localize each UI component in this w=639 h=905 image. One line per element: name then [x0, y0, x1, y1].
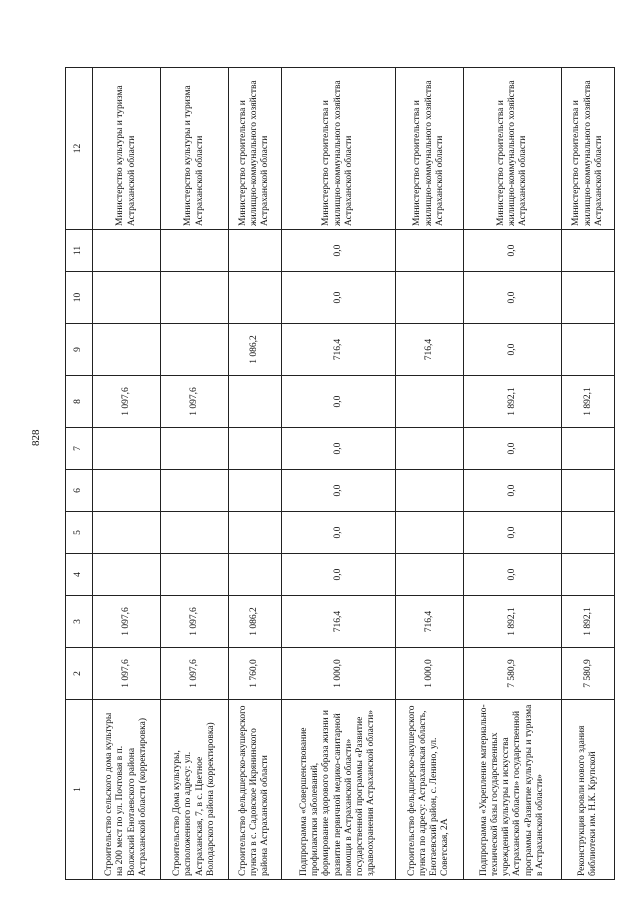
value-cell: 0,0	[281, 512, 395, 554]
responsible-cell: Министерство строительства и жилищно-коммунального хозяйства Астраханской области	[463, 68, 562, 230]
value-cell: 0,0	[281, 554, 395, 596]
value-cell	[161, 230, 229, 272]
value-cell	[562, 324, 615, 376]
value-cell: 1 892,1	[463, 596, 562, 648]
value-cell: 0,0	[281, 272, 395, 324]
value-cell	[93, 512, 161, 554]
row-description-cell: Строительство сельского дома культуры на 200 мест по ул. Почтовая в п. Волжский Енотаевского района Астраханской области (корректировка)	[93, 700, 161, 880]
column-header-3: 3	[66, 596, 93, 648]
value-cell	[93, 428, 161, 470]
responsible-cell: Министерство культуры и туризма Астраханской области	[161, 68, 229, 230]
rotated-table-wrapper	[65, 68, 615, 880]
value-cell: 1 097,6	[161, 648, 229, 700]
value-cell	[93, 324, 161, 376]
table-row	[562, 68, 615, 880]
value-cell: 1 086,2	[229, 596, 282, 648]
row-description-cell: Подпрограмма «Укрепление материально-технической базы государственных учреждений культуры и искусства Астраханской области» государственной программы «Развитие культуры и туризма в Астраханской области»	[463, 700, 562, 880]
value-cell	[229, 376, 282, 428]
table-row	[93, 68, 161, 880]
column-header-7: 7	[66, 428, 93, 470]
table-body	[93, 68, 615, 880]
responsible-cell: Министерство строительства и жилищно-коммунального хозяйства Астраханской области	[395, 68, 463, 230]
table-row	[281, 68, 395, 880]
row-description-cell: Строительство Дома культуры, расположенного по адресу: ул. Астраханская, 7, в с. Цветное Володарского района (корректировка)	[161, 700, 229, 880]
value-cell	[229, 512, 282, 554]
value-cell	[562, 428, 615, 470]
value-cell: 0,0	[463, 512, 562, 554]
value-cell	[395, 554, 463, 596]
value-cell	[395, 470, 463, 512]
value-cell	[562, 470, 615, 512]
column-header-1: 1	[66, 700, 93, 880]
value-cell: 0,0	[463, 230, 562, 272]
value-cell	[93, 272, 161, 324]
value-cell	[93, 230, 161, 272]
value-cell: 0,0	[463, 428, 562, 470]
value-cell: 1 000,0	[281, 648, 395, 700]
responsible-cell: Министерство строительства и жилищно-коммунального хозяйства Астраханской области	[281, 68, 395, 230]
value-cell: 1 086,2	[229, 324, 282, 376]
column-header-6: 6	[66, 470, 93, 512]
column-header-9: 9	[66, 324, 93, 376]
value-cell	[161, 428, 229, 470]
page-number: 828	[30, 429, 42, 446]
value-cell	[395, 428, 463, 470]
value-cell: 0,0	[281, 230, 395, 272]
value-cell: 1 892,1	[463, 376, 562, 428]
row-description-cell: Реконструкция кровли нового здания библиотеки им. Н.К. Крупской	[562, 700, 615, 880]
value-cell: 716,4	[395, 324, 463, 376]
value-cell	[229, 470, 282, 512]
responsible-cell: Министерство строительства и жилищно-коммунального хозяйства Астраханской области	[562, 68, 615, 230]
funding-table	[65, 67, 615, 880]
value-cell: 1 097,6	[93, 596, 161, 648]
value-cell	[562, 554, 615, 596]
value-cell	[229, 272, 282, 324]
value-cell: 0,0	[463, 554, 562, 596]
value-cell	[161, 554, 229, 596]
value-cell	[395, 230, 463, 272]
value-cell: 0,0	[463, 470, 562, 512]
value-cell: 0,0	[281, 428, 395, 470]
value-cell	[395, 512, 463, 554]
value-cell: 716,4	[281, 324, 395, 376]
table-row	[395, 68, 463, 880]
row-description-cell: Строительство фельдшерско-акушерского пункта по адресу: Астраханская область, Енотаевский район, с. Ленино, ул. Советская, 2А	[395, 700, 463, 880]
value-cell	[93, 554, 161, 596]
value-cell	[229, 428, 282, 470]
value-cell: 1 097,6	[93, 648, 161, 700]
value-cell: 1 097,6	[161, 376, 229, 428]
column-header-4: 4	[66, 554, 93, 596]
column-header-5: 5	[66, 512, 93, 554]
value-cell	[229, 230, 282, 272]
responsible-cell: Министерство строительства и жилищно-коммунального хозяйства Астраханской области	[229, 68, 282, 230]
value-cell	[562, 230, 615, 272]
value-cell	[161, 470, 229, 512]
value-cell: 1 097,6	[93, 376, 161, 428]
value-cell: 1 892,1	[562, 596, 615, 648]
value-cell: 1 892,1	[562, 376, 615, 428]
value-cell	[161, 272, 229, 324]
value-cell: 1 760,0	[229, 648, 282, 700]
value-cell: 0,0	[281, 376, 395, 428]
value-cell: 7 580,9	[562, 648, 615, 700]
row-description-cell: Подпрограмма «Совершенствование профилактики заболеваний, формирование здорового образа жизни и развитие первичной медико-санитарной помощи в Астраханской области» государственной программы «Развитие здравоохранения Астраханской области»	[281, 700, 395, 880]
row-description-cell: Строительство фельдшерско-акушерского пункта в с. Садовское Икрянинского района Астраханской области	[229, 700, 282, 880]
value-cell: 1 097,6	[161, 596, 229, 648]
value-cell: 0,0	[281, 470, 395, 512]
header-row	[66, 68, 93, 880]
value-cell: 1 000,0	[395, 648, 463, 700]
value-cell: 716,4	[281, 596, 395, 648]
table-row	[161, 68, 229, 880]
value-cell	[161, 324, 229, 376]
value-cell: 0,0	[463, 324, 562, 376]
column-header-10: 10	[66, 272, 93, 324]
table-row	[229, 68, 282, 880]
column-header-11: 11	[66, 230, 93, 272]
value-cell	[93, 470, 161, 512]
table-row	[463, 68, 562, 880]
column-header-2: 2	[66, 648, 93, 700]
responsible-cell: Министерство культуры и туризма Астраханской области	[93, 68, 161, 230]
value-cell: 0,0	[463, 272, 562, 324]
column-header-12: 12	[66, 68, 93, 230]
value-cell	[395, 376, 463, 428]
column-header-8: 8	[66, 376, 93, 428]
value-cell: 716,4	[395, 596, 463, 648]
value-cell	[562, 512, 615, 554]
value-cell	[161, 512, 229, 554]
value-cell: 7 580,9	[463, 648, 562, 700]
value-cell	[562, 272, 615, 324]
value-cell	[395, 272, 463, 324]
value-cell	[229, 554, 282, 596]
